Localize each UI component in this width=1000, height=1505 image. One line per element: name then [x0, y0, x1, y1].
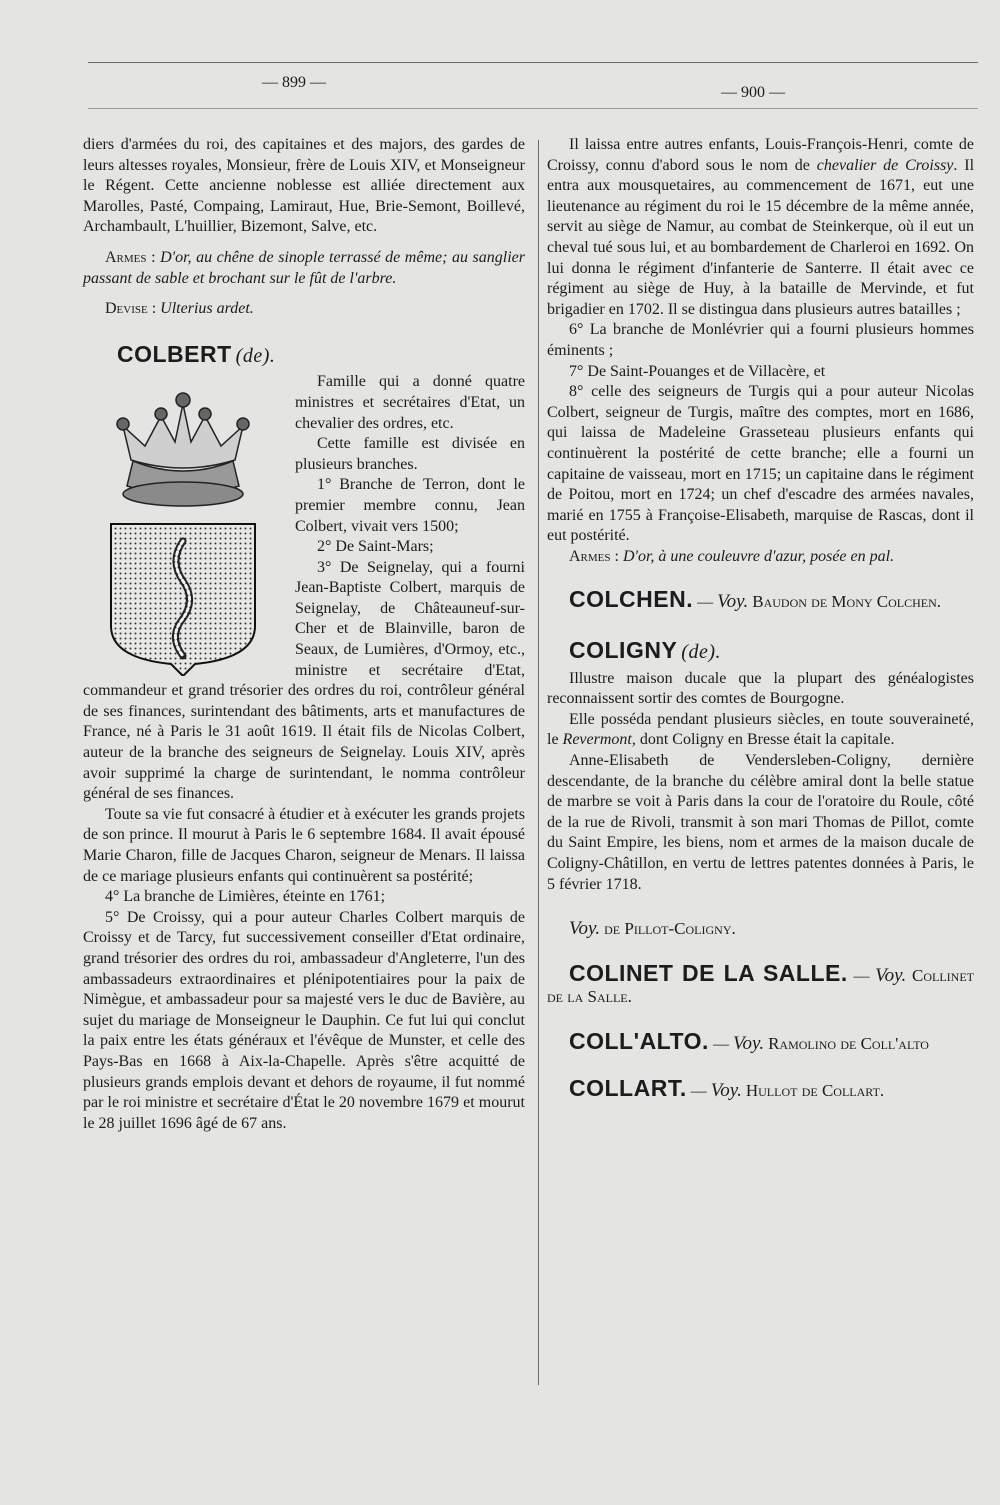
croissy-text-b: . Il entra aux mousquetaires, au commencement de 1671, eut une lieutenance au régiment du roi le 15 décembre de la même année, servit au siège de Namur, au combat de Steinkerque, où il eut un cheval tué sous lui, et au bombardement de Charleroi en 1692. On lui donna le régiment d'infanterie de Santerre. Il était avec ce régiment au siège de Huy, à la bataille de Mervinde, et fut brigadier en 1702. Il se distingua dans plusieurs autres batailles ; — [547, 156, 975, 318]
colchen-ref: Baudon de Mony Colchen. — [752, 592, 942, 612]
colchen-entry: COLCHEN. — Voy. Baudon de Mony Colchen. — [569, 586, 942, 613]
colbert-paragraph-2: Cette famille est divisée en plusieurs branches. — [295, 435, 525, 473]
collalto-ref: Ramolino de Coll'alto — [768, 1033, 929, 1053]
collart-voy: Voy. — [710, 1079, 742, 1101]
armes-label: Armes — [105, 248, 147, 266]
collalto-entry: COLL'ALTO. — Voy. Ramolino de Coll'alto — [569, 1027, 929, 1054]
devise-paragraph: Devise : Ulterius ardet. — [105, 300, 254, 318]
branch-7-paragraph: 7° De Saint-Pouanges et de Villacère, et — [569, 362, 826, 380]
devise-text: Ulterius ardet. — [160, 300, 254, 318]
column-divider — [538, 140, 539, 1385]
colbert-paragraph-7: 4° La branche de Limières, éteinte en 1761; — [105, 888, 386, 906]
colbert-heading — [117, 340, 525, 369]
left-column — [83, 135, 525, 1134]
armes-text-right: D'or, à une couleuvre d'azur, posée en pal. — [622, 547, 895, 565]
colchen-voy: Voy. — [717, 591, 749, 613]
top-rule — [88, 62, 978, 63]
coligny-heading — [547, 637, 974, 665]
colbert-name: COLBERT — [117, 340, 232, 367]
intro-paragraph: diers d'armées du roi, des capitaines et des majors, des gardes de leurs altesses royales, Monsieur, frère de Louis XIV, et Monseigneur le Régent. Cette ancienne noblesse est alliée directement aux Marolles, Pasté, Compaing, Lamiraut, Hue, Brie-Semont, Boillevé, Archambault, L'huillier, Bizemont, Salve, etc. — [83, 136, 525, 236]
crown-shield-icon — [83, 376, 283, 676]
colbert-paragraph-1: Famille qui a donné quatre ministres et secrétaires d'Etat, un chevalier des ordres, etc. — [295, 373, 525, 432]
armes-paragraph: Armes : D'or, au chêne de sinople terrassé de même; au sanglier passant de sable et brochant sur le fût de l'arbre. — [83, 248, 526, 287]
colbert-paragraph-5: 3° De Seignelay, qui a fourni Jean-Baptiste Colbert, marquis de Seignelay, de Châteauneuf-sur-Cher et de Blainville, baron de Seaux, de Lumières, d'Ormoy, etc., ministre et secrétaire d'Etat, commandeur et grand trésorier des ordres du roi, contrôleur général de ses finances, surintendant des bâtiments, arts et manufactures de France, né à Paris le 31 août 1619. Il était fils de Nicolas Colbert, auteur de la branche des seigneurs de Seignelay. Louis XIV, après avoir supprimé la charge de surintendant, le nomma contrôleur général de ses finances. — [83, 558, 525, 803]
collart-entry: COLLART. — Voy. Hullot de Collart. — [569, 1074, 885, 1101]
colbert-paragraph-8: 5° De Croissy, qui a pour auteur Charles Colbert marquis de Croissy et de Tarcy, fut successivement conseiller d'Etat ordinaire, grand trésorier des ordres du roi, ambassadeur d'Angleterre, l'un des ambassadeurs extraordinaires et plénipotentiaires pour la paix de Nimègue, et ambassadeur pour sa majesté vers le duc de Bavière, au sujet du mariage de Monseigneur le Dauphin. Ce fut lui qui conclut la paix entre les états généraux et l'évêque de Munster, et celle des Pays-Bas en 1668 à Aix-la-Chapelle. Après s'être acquitté de plusieurs grands emplois devant et dehors de royaume, il fut nommé par le roi ministre et secrétaire d'État le 20 novembre 1679 et mourut le 28 juillet 1696 âgé de 67 ans. — [83, 908, 525, 1132]
colinet-name: COLINET DE LA SALLE. — [569, 959, 848, 986]
collalto-name: COLL'ALTO. — [569, 1027, 709, 1054]
armes-text: D'or, au chêne de sinople terrassé de même; au sanglier passant de sable et brochant sur le fût de l'arbre. — [83, 248, 526, 287]
coligny-particle: (de). — [681, 641, 721, 664]
coligny-voy: Voy. — [569, 918, 601, 940]
colbert-paragraph-4: 2° De Saint-Mars; — [317, 538, 434, 556]
coligny-crossref — [547, 919, 974, 941]
coligny-paragraph-3: Anne-Elisabeth de Vendersleben-Coligny, dernière descendante, de la branche du célèbre amiral dont la belle statue de marbre se voit à Paris dans la cour de l'oratoire du Roule, côté de la rue de Rivoli, transmit à son mari Thomas de Pillot, comte du Saint Empire, les biens, nom et armes de la maison ducale de Coligny-Châtillon, en vertu de lettres patentes données à Paris, le 5 février 1718. — [547, 752, 974, 893]
right-column — [547, 135, 974, 1102]
devise-label: Devise — [105, 300, 148, 318]
branch-8-paragraph: 8° celle des seigneurs de Turgis qui a pour auteur Nicolas Colbert, seigneur de Turgis, maître des comptes, mort en 1686, qui laissa de Madeleine Grasseteau plusieurs enfants qui continuèrent la postérité de cette branche; elle a fourni un capitaine de vaisseau, mort en 1715; un capitaine dans le régiment de Poitou, mort en 1724; un chef d'escadre des armées navales, marié en 1755 à Françoise-Elisabeth, marquise de Rascas, dont il eut postérité. — [547, 383, 974, 545]
colbert-paragraph-3: 1° Branche de Terron, dont le premier membre connu, Jean Colbert, vivait vers 1500; — [295, 476, 525, 535]
branch-6-paragraph: 6° La branche de Monlévrier qui a fourni plusieurs hommes éminents ; — [547, 321, 974, 359]
armes-label-right: Armes — [569, 547, 611, 565]
coligny-paragraph-2 — [547, 710, 974, 751]
coat-of-arms-image — [83, 376, 283, 676]
collart-name: COLLART. — [569, 1074, 687, 1101]
croissy-paragraph — [547, 135, 974, 320]
colinet-entry: COLINET DE LA SALLE. — Voy. Collinet de la Salle. — [547, 959, 974, 1007]
colbert-particle: (de). — [235, 344, 276, 367]
croissy-text-a: Il laissa entre autres enfants, Louis-François-Henri, comte de Croissy, connu d'abord sous le nom de — [547, 136, 974, 174]
coligny-paragraph-1: Illustre maison ducale que la plupart des généalogistes reconnaissent sortir des comtes de Bourgogne. — [547, 669, 974, 708]
colbert-paragraph-6: Toute sa vie fut consacré à étudier et à exécuter les grands projets de son prince. Il mourut à Paris le 6 septembre 1684. Il avait épousé Marie Charon, fille de Jacques Charon, seigneur de Menars. Il laissa de ce mariage plusieurs enfants qui continuèrent sa postérité; — [83, 805, 525, 885]
coligny-p2-text-a: Elle posséda pendant plusieurs siècles, en toute souveraineté, le — [547, 710, 974, 749]
armes-paragraph-right: Armes : D'or, à une couleuvre d'azur, posée en pal. — [569, 547, 895, 565]
colinet-voy: Voy. — [875, 964, 907, 986]
colchen-name: COLCHEN. — [569, 586, 694, 613]
coligny-ref: de Pillot-Coligny. — [604, 919, 736, 939]
header-rule — [88, 108, 978, 109]
collalto-voy: Voy. — [732, 1032, 765, 1054]
page-number-right: — 900 — — [721, 84, 785, 101]
coligny-p2-italic: Revermont — [562, 731, 632, 749]
croissy-italic: chevalier de Croissy — [816, 156, 954, 174]
coligny-name: COLIGNY — [569, 637, 678, 664]
colinet-ref: Collinet de la Salle. — [547, 965, 974, 1007]
coligny-p2-text-b: , dont Coligny en Bresse était la capitale. — [631, 731, 895, 749]
collart-ref: Hullot de Collart. — [745, 1080, 885, 1100]
page-number-left: — 899 — — [262, 74, 326, 91]
